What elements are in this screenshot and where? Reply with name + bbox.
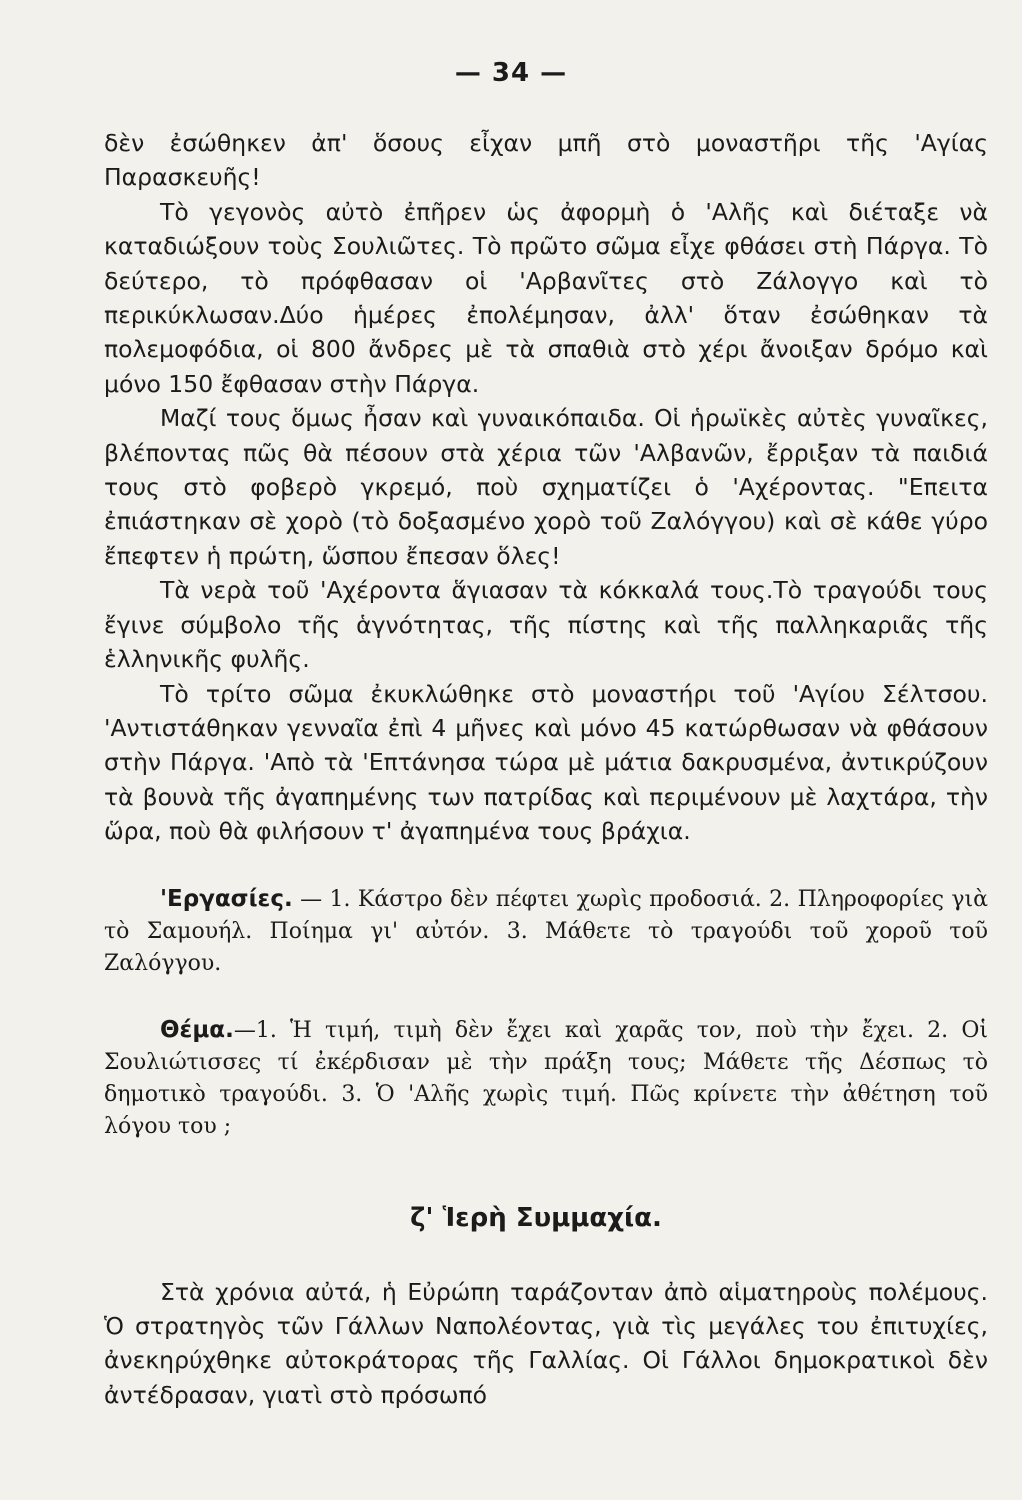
topic-block [104,1014,988,1143]
paragraph: Τὸ γεγονὸς αὐτὸ ἐπῆρεν ὡς ἀφορμὴ ὁ 'Αλῆς καὶ διέταξε νὰ καταδιώξουν τοὺς Σουλιῶτες. Τὸ πρῶτο σῶμα εἶχε φθάσει στὴ Πάργα. Τὸ δεύτερο, τὸ πρόφθασαν οἱ 'Αρβανῖτες στὸ Ζάλογγο καὶ τὸ περικύκλωσαν.Δύο ἡμέρες ἐπολέμησαν, ἀλλ' ὅταν ἐσώθηκαν τὰ πολεμοφόδια, οἱ 800 ἄνδρες μὲ τὰ σπαθιὰ στὸ χέρι ἄνοιξαν δρόμο καὶ μόνο 150 ἔφθασαν στὴν Πάργα. [104,197,988,398]
topic-label: Θέμα. [160,1016,234,1043]
body-text-top [104,126,988,849]
paragraph: Τὰ νερὰ τοῦ 'Αχέροντα ἅγιασαν τὰ κόκκαλά τους.Τὸ τραγούδι τους ἔγινε σύμβολο τῆς ἁγνότητας, τῆς πίστης καὶ τῆς παλληκαριᾶς τῆς ἑλληνικῆς φυλῆς. [104,576,988,674]
paragraph: δὲν ἐσώθηκεν ἀπ' ὅσους εἶχαν μπῆ στὸ μοναστῆρι τῆς 'Αγίας Παρασκευῆς! [104,129,988,192]
exercises-label: 'Εργασίες. [160,885,293,912]
body-text-bottom [104,1275,988,1413]
topic-text: —1. Ἡ τιμή, τιμὴ δὲν ἔχει καὶ χαρᾶς τον, ποὺ τὴν ἔχει. 2. Οἱ Σουλιώτισσες τί ἐκέρδισαν μὲ τὴν πράξη τους; Μάθετε τῆς Δέσπως τὸ δημοτικὸ τραγούδι. 3. Ὁ 'Αλῆς χωρὶς τιμή. Πῶς κρίνετε τὴν ἀθέτηση τοῦ λόγου του ; [104,1017,988,1139]
exercises-block [104,883,988,980]
section-heading: ζ' Ἱερὴ Συμμαχία. [410,1202,662,1233]
paragraph: Τὸ τρίτο σῶμα ἐκυκλώθηκε στὸ μοναστήρι τοῦ 'Αγίου Σέλτσου. 'Αντιστάθηκαν γενναῖα ἐπὶ 4 μῆνες καὶ μόνο 45 κατώρθωσαν νὰ φθάσουν στὴν Πάργα. 'Απὸ τὰ 'Επτάνησα τώρα μὲ μάτια δακρυσμένα, ἀντικρύζουν τὰ βουνὰ τῆς ἀγαπημένης των πατρίδας καὶ περιμένουν μὲ λαχτάρα, τὴν ὥρα, ποὺ θὰ φιλήσουν τ' ἀγαπημένα τους βράχια. [104,679,988,846]
exercises-text: — 1. Κάστρο δὲν πέφτει χωρὶς προδοσιά. 2. Πληροφορίες γιὰ τὸ Σαμουήλ. Ποίημα γι' αὐτόν. 3. Μάθετε τὸ τραγούδι τοῦ χοροῦ τοῦ Ζαλόγγου. [104,886,989,976]
page-number: — 34 — [454,58,568,88]
paragraph: Μαζί τους ὅμως ἦσαν καὶ γυναικόπαιδα. Οἱ ἡρωϊκὲς αὐτὲς γυναῖκες, βλέποντας πῶς θὰ πέσουν στὰ χέρια τῶν 'Αλβανῶν, ἔρριξαν τὰ παιδιά τους στὸ φοβερὸ γκρεμό, ποὺ σχηματίζει ὁ 'Αχέροντας. "Επειτα ἐπιάστηκαν σὲ χορὸ (τὸ δοξασμένο χορὸ τοῦ Ζαλόγγου) καὶ σὲ κάθε γύρο ἔπεφτεν ἡ πρώτη, ὥσπου ἔπεσαν ὅλες! [104,404,988,570]
paragraph: Στὰ χρόνια αὐτά, ἡ Εὐρώπη ταράζονταν ἀπὸ αἱματηροὺς πολέμους. Ὁ στρατηγὸς τῶν Γάλλων Ναπολέοντας, γιὰ τὶς μεγάλες του ἐπιτυχίες, ἀνεκηρύχθηκε αὐτοκράτορας τῆς Γαλλίας. Οἱ Γάλλοι δημοκρατικοὶ δὲν ἀντέδρασαν, γιατὶ στὸ πρόσωπό [104,1277,988,1409]
